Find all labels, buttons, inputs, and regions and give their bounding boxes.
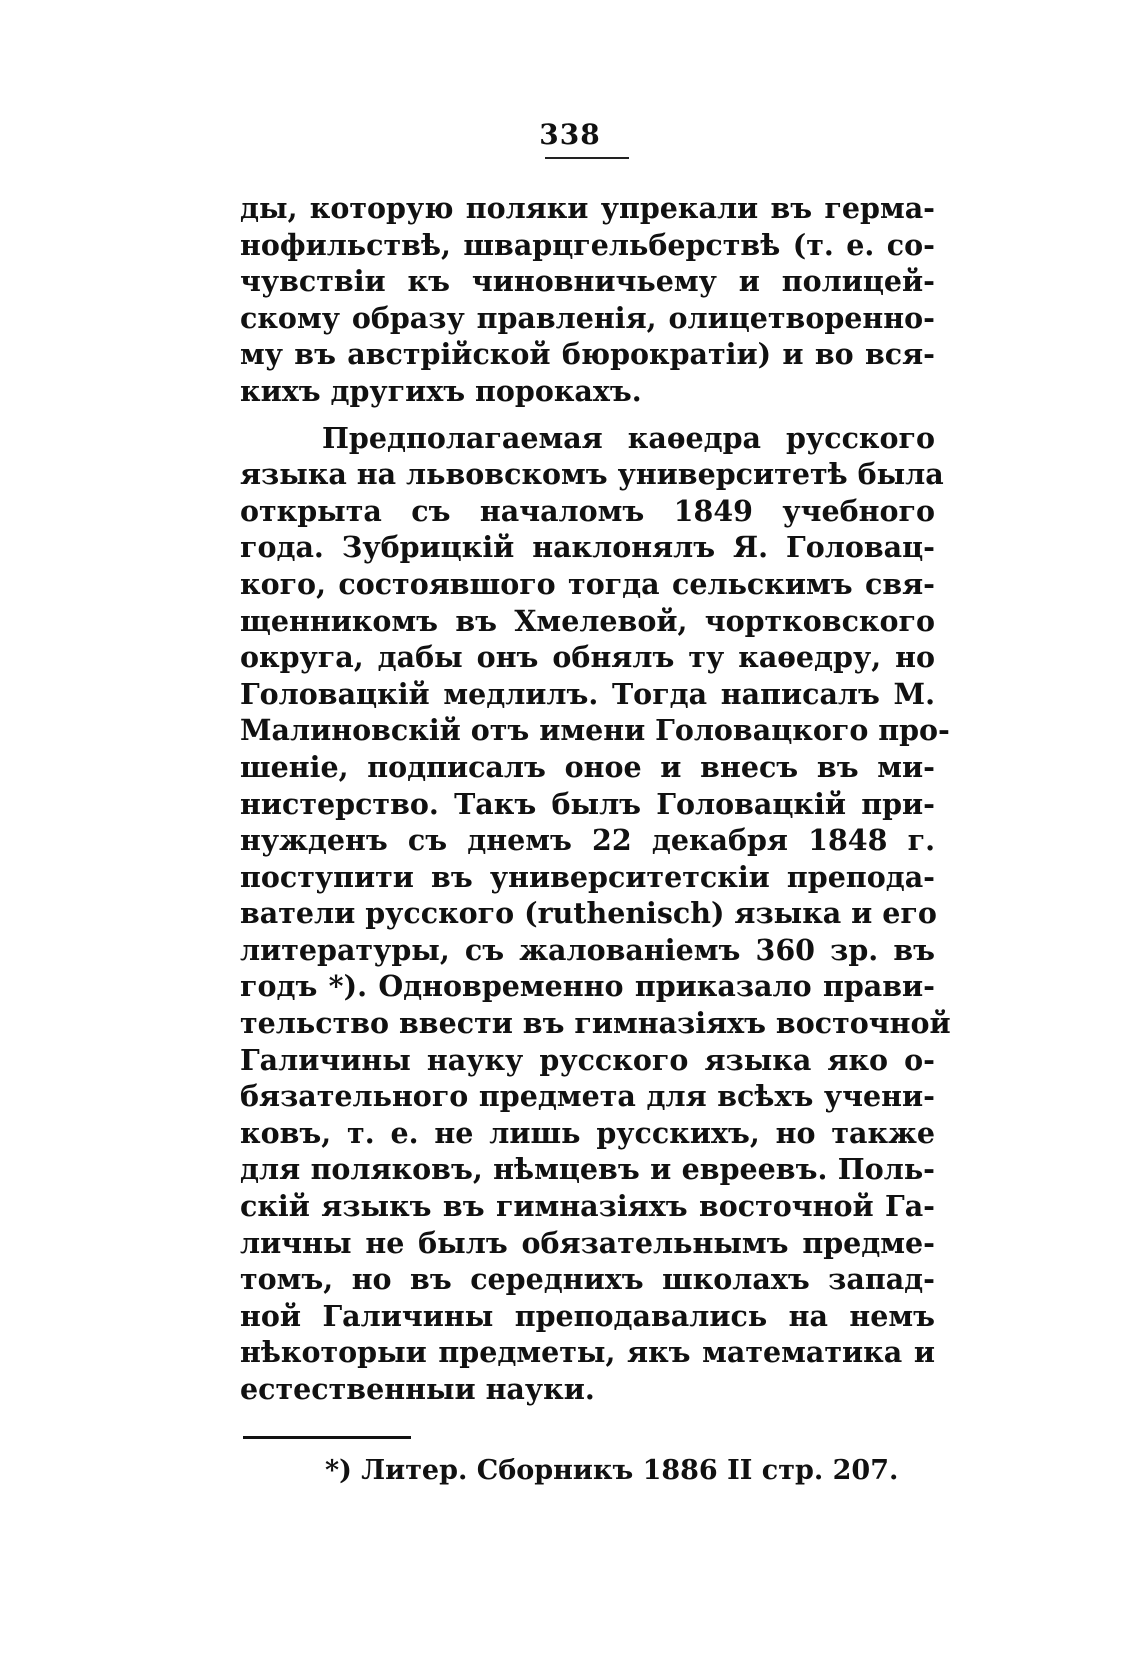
text-line: шеніе, подписалъ оное и внесъ въ ми- xyxy=(240,749,935,784)
footnote-separator xyxy=(243,1436,411,1439)
text-line: естественныи науки. xyxy=(240,1372,595,1406)
text-line: бязательного предмета для всѣхъ учени- xyxy=(240,1079,935,1114)
text-line: литературы, съ жалованіемъ 360 зр. въ xyxy=(240,932,935,967)
paragraph-2 xyxy=(240,420,951,1408)
text-line: Галичины науку русского языка яко о- xyxy=(240,1042,935,1077)
text-line: Малиновскій отъ имени Головацкого про- xyxy=(240,713,950,748)
text-line: округа, дабы онъ обнялъ ту каѳедру, но xyxy=(240,640,935,675)
text-line: ватели русского (ruthenisch) языка и его xyxy=(240,896,937,931)
paragraph-gap xyxy=(240,410,935,420)
text-line: скій языкъ въ гимназіяхъ восточной Га- xyxy=(240,1189,935,1224)
text-line: кихъ другихъ порокахъ. xyxy=(240,373,642,408)
text-line: тельство ввести въ гимназіяхъ восточной xyxy=(240,1006,951,1041)
text-line: чувствіи къ чиновничьему и полицей- xyxy=(240,264,935,299)
footnote: *) Литер. Сборникъ 1886 II стр. 207. xyxy=(325,1455,899,1486)
text-line: поступити въ университетскіи препода- xyxy=(240,859,935,894)
text-line: ной Галичины преподавались на немъ xyxy=(240,1298,935,1333)
text-line: кого, состоявшого тогда сельскимъ свя- xyxy=(240,566,935,601)
text-line: нофильствѣ, шварцгельберствѣ (т. е. со- xyxy=(240,227,935,262)
text-line: нѣкоторыи предметы, якъ математика и xyxy=(240,1335,935,1370)
text-line: нужденъ съ днемъ 22 декабря 1848 г. xyxy=(240,823,935,858)
text-line: языка на львовскомъ университетѣ была xyxy=(240,457,944,492)
text-line: ковъ, т. е. не лишь русскихъ, но также xyxy=(240,1115,935,1150)
page-number: 338 xyxy=(539,118,601,151)
text-line: му въ австрійской бюрократіи) и во вся- xyxy=(240,337,935,372)
text-line: открыта съ началомъ 1849 учебного xyxy=(240,493,935,528)
paragraph-1 xyxy=(240,190,935,410)
text-line: годъ *). Одновременно приказало прави- xyxy=(240,969,935,1004)
page-number-underline xyxy=(545,157,629,159)
text-line: личны не былъ обязательнымъ предме- xyxy=(240,1225,935,1260)
text-line: нистерство. Такъ былъ Головацкій при- xyxy=(240,786,935,821)
text-line: года. Зубрицкій наклонялъ Я. Головац- xyxy=(240,530,935,565)
text-line: Головацкій медлилъ. Тогда написалъ М. xyxy=(240,676,935,711)
text-line: Предполагаемая каѳедра русского xyxy=(322,420,935,455)
text-line: щенникомъ въ Хмелевой, чортковского xyxy=(240,603,935,638)
body-text xyxy=(240,190,951,1408)
text-line: ды, которую поляки упрекали въ герма- xyxy=(240,191,935,225)
text-line: скому образу правленія, олицетворенно- xyxy=(240,300,935,335)
text-line: для поляковъ, нѣмцевъ и евреевъ. Поль- xyxy=(240,1152,935,1187)
text-line: томъ, но въ середнихъ школахъ запад- xyxy=(240,1262,935,1297)
